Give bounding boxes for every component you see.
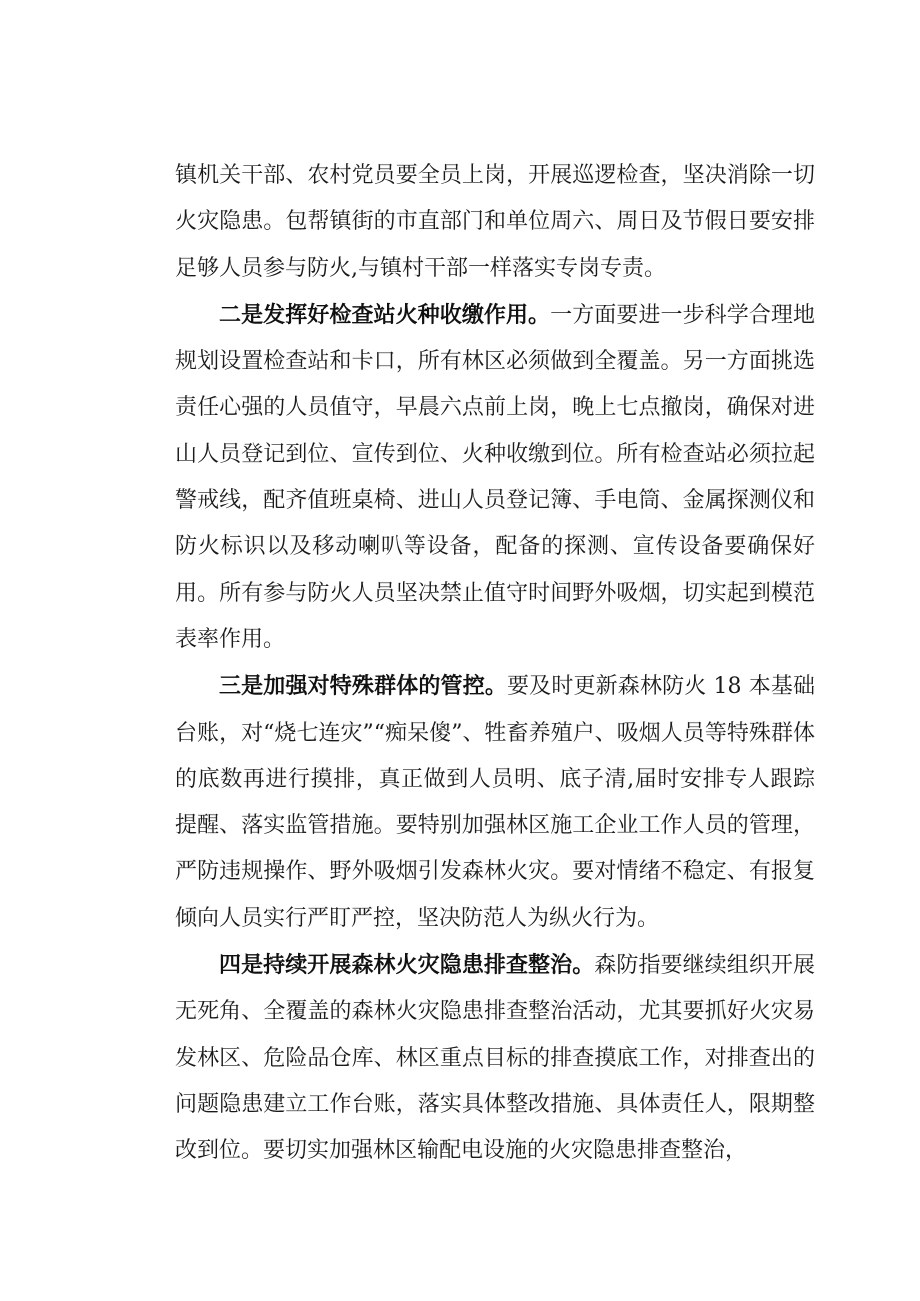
paragraph-special-groups (175, 663, 815, 942)
document-body (175, 153, 815, 1175)
paragraph-body: 一方面要进一步科学合理地规划设置检查站和卡口，所有林区必须做到全覆盖。另一方面挑选责任心强的人员值守，早晨六点前上岗，晚上七点撤岗，确保对进山人员登记到位、宣传到位、火种收缴到位。所有检查站必须拉起警戒线，配齐值班桌椅、进山人员登记簿、手电筒、金属探测仪和防火标识以及移动喇叭等设备，配备的探测、宣传设备要确保好用。所有参与防火人员坚决禁止值守时间野外吸烟，切实起到模范表率作用。 (175, 302, 815, 652)
paragraph-hazard-inspection (175, 942, 815, 1174)
paragraph-body: 要及时更新森林防火 18 本基础台账，对“烧七连灾”“痴呆傻”、牲畜养殖户、吸烟人员等特殊群体的底数再进行摸排，真正做到人员明、底子清,届时安排专人跟踪提醒、落实监管措施。要特别加强林区施工企业工作人员的管理，严防违规操作、野外吸烟引发森林火灾。要对情绪不稳定、有报复倾向人员实行严盯严控，坚决防范人为纵火行为。 (175, 674, 815, 931)
paragraph-continuation (175, 153, 815, 292)
paragraph-lead: 三是加强对特殊群体的管控。 (219, 673, 508, 700)
paragraph-body: 森防指要继续组织开展无死角、全覆盖的森林火灾隐患排查整治活动，尤其要抓好火灾易发林区、危险品仓库、林区重点目标的排查摸底工作，对排查出的问题隐患建立工作台账，落实具体整改措施、具体责任人，限期整改到位。要切实加强林区输配电设施的火灾隐患排查整治， (175, 953, 815, 1164)
paragraph-checkpoint (175, 292, 815, 663)
paragraph-lead: 四是持续开展森林火灾隐患排查整治。 (219, 952, 595, 979)
paragraph-body: 镇机关干部、农村党员要全员上岗，开展巡逻检查，坚决消除一切火灾隐患。包帮镇街的市直部门和单位周六、周日及节假日要安排足够人员参与防火,与镇村干部一样落实专岗专责。 (175, 163, 815, 281)
paragraph-lead: 二是发挥好检查站火种收缴作用。 (219, 301, 551, 328)
